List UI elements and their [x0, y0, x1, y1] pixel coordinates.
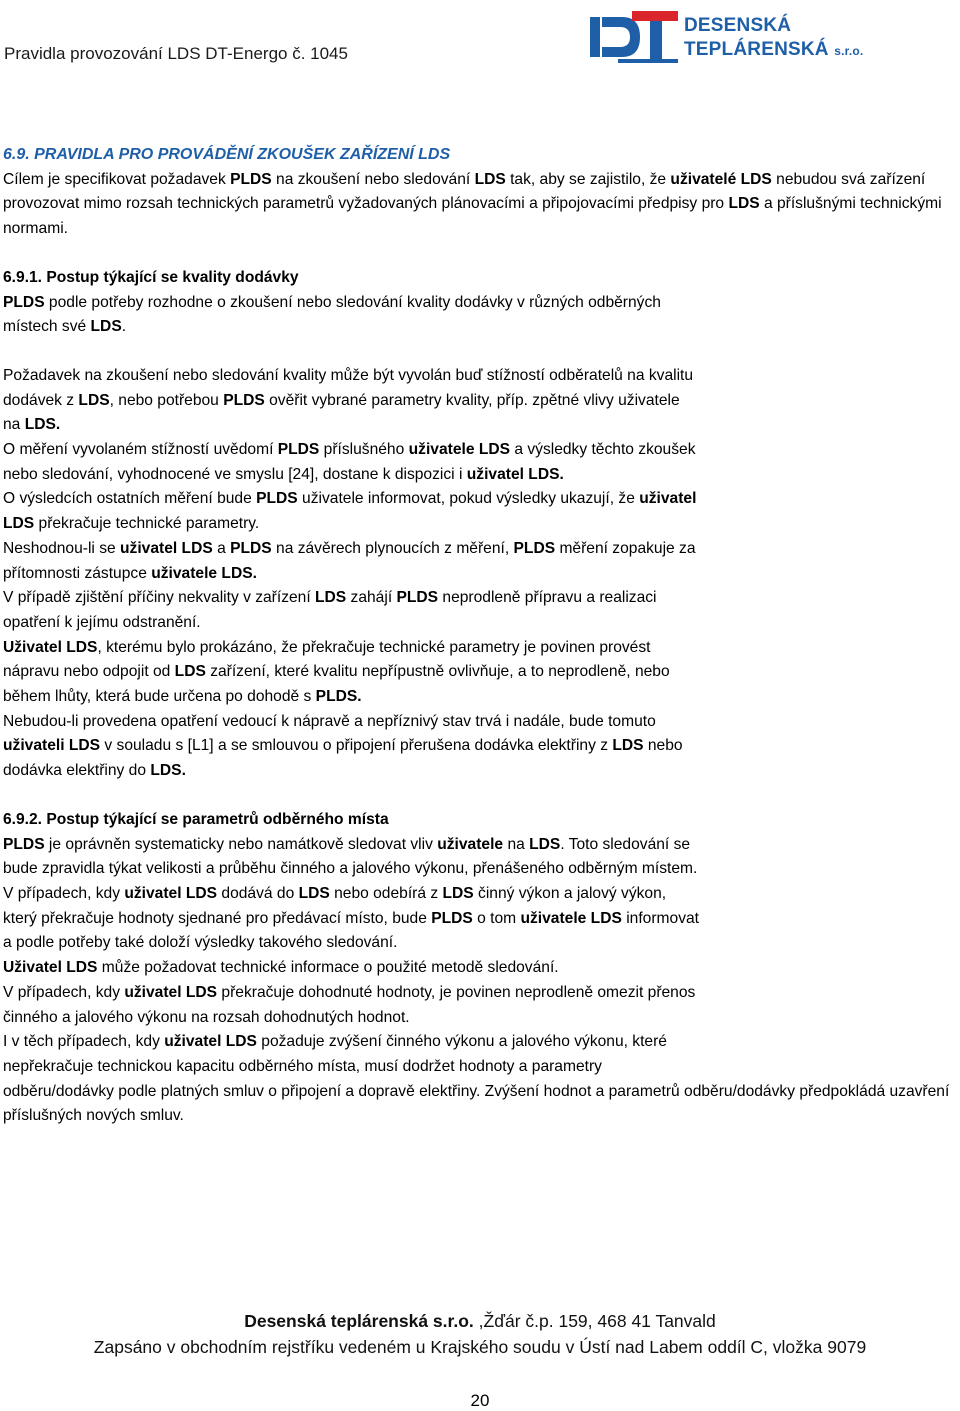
text-run: a příslušnými technickými normami. [3, 195, 942, 238]
paragraph [3, 1030, 960, 1129]
text-run: je oprávněn systematicky nebo namátkově sledovat vliv [44, 835, 438, 853]
document-title: Pravidla provozování LDS DT-Energo č. 1045 [4, 44, 348, 63]
bold-term: uživatel LDS [124, 983, 218, 1001]
text-run: , kterému bylo prokázáno, že překračuje technické parametry je povinen provést [97, 638, 651, 656]
bold-term: PLDS [256, 490, 298, 508]
text-run: V případě zjištění příčiny nekvality v zařízení [3, 589, 316, 607]
text-run: podle potřeby rozhodne o zkoušení nebo sledování kvality dodávky v různých odběrných [44, 293, 661, 311]
text-run: na zkoušení nebo sledování [271, 170, 475, 188]
bold-term: LDS [174, 663, 206, 681]
bold-term: uživatel [639, 490, 697, 508]
text-run: na [503, 835, 530, 853]
section-intro [3, 168, 960, 242]
text-run: uživatele informovat, pokud výsledky ukazují, že [297, 490, 640, 508]
bold-term: LDS [3, 515, 35, 533]
bold-term: LDS [78, 391, 110, 409]
footer-address: ,Žďár č.p. 159, 468 41 Tanvald [478, 1311, 716, 1331]
bold-term: uživatele LDS [408, 441, 511, 459]
bold-term: Uživatel LDS [3, 959, 98, 977]
paragraph [3, 586, 960, 635]
text-run: na závěrech plynoucích z měření, [271, 539, 514, 557]
bold-term: uživatele [437, 835, 504, 853]
bold-term: LDS [90, 318, 122, 336]
text-run: zahájí [346, 589, 397, 607]
text-run: nebo [643, 737, 683, 755]
paragraph [3, 710, 960, 784]
text-run: V případech, kdy [3, 983, 125, 1001]
bold-term: LDS. [24, 416, 61, 434]
text-run: a výsledky těchto zkoušek [510, 441, 696, 459]
paragraph [3, 537, 960, 586]
paragraph [3, 636, 960, 710]
footer-registry: Zapsáno v obchodním rejstříku vedeném u Krajského soudu v Ústí nad Labem oddíl C, vložka 9079 [93, 1337, 867, 1357]
text-run: na [3, 416, 25, 434]
logo-mark-icon [588, 5, 684, 65]
text-run: Požadavek na zkoušení nebo sledování kvality může být vyvolán buď stížností odběratelů na kvalitu [3, 366, 694, 384]
bold-term: uživateli LDS [3, 737, 101, 755]
text-run: během lhůty, která bude určena po dohodě s [3, 688, 316, 706]
text-run: nepřekračuje technickou kapacitu odběrného místa, musí dodržet hodnoty a parametry [3, 1057, 602, 1075]
text-run: V případech, kdy [3, 884, 125, 902]
bold-term: PLDS [277, 441, 320, 459]
text-run: a [212, 539, 231, 557]
text-run: ověřit vybrané parametry kvality, příp. zpětné vlivy uživatele [264, 391, 680, 409]
subsection-2-body [3, 833, 960, 1129]
subsection-2-heading: 6.9.2. Postup týkající se parametrů odběrného místa [3, 810, 389, 828]
text-run: nebudou svá zařízení provozovat mimo rozsah technických parametrů vyžadovaných plánovacími a připojovacími předpisy pro [3, 170, 926, 213]
text-run: požaduje zvýšení činného výkonu a jalového výkonu, které [256, 1033, 667, 1051]
bold-term: PLDS [230, 539, 272, 557]
text-run: , nebo potřebou [109, 391, 224, 409]
text-run: neprodleně přípravu a realizaci [438, 589, 657, 607]
bold-term: LDS [442, 884, 474, 902]
page-number: 20 [470, 1391, 490, 1410]
text-run: dodávek z [3, 391, 79, 409]
bold-term: uživatel LDS [124, 884, 218, 902]
text-run: činného a jalového výkonu na rozsah dohodnutých hodnot. [3, 1008, 410, 1026]
bold-term: LDS [728, 195, 760, 213]
bold-term: uživatelé LDS [670, 170, 772, 188]
bold-term: uživatel LDS [164, 1033, 257, 1051]
bold-term: PLDS [396, 589, 439, 607]
paragraph [3, 438, 960, 487]
bold-term: uživatel LDS. [466, 465, 564, 483]
text-run: Neshodnou-li se [3, 539, 121, 557]
paragraph [3, 981, 960, 1030]
text-run: místech své [3, 318, 91, 336]
text-run: Cílem je specifikovat požadavek [3, 170, 231, 188]
text-run: informovat [621, 909, 700, 927]
footer-address-line [0, 1311, 960, 1332]
bold-term: PLDS [223, 391, 265, 409]
bold-term: Uživatel LDS [3, 638, 98, 656]
text-run: a podle potřeby také doloží výsledky takového sledování. [3, 934, 398, 952]
company-logo [588, 5, 864, 65]
text-run: příslušného [319, 441, 409, 459]
text-run: přítomnosti zástupce [3, 564, 152, 582]
text-run: . [121, 318, 127, 336]
paragraph [3, 364, 960, 438]
text-run: bude zpravidla týkat velikosti a průběhu činného a jalového výkonu, přenášeného odběrným místem. [3, 860, 698, 878]
logo-text-line2: TEPLÁRENSKÁ s.r.o. [684, 39, 864, 60]
bold-term: LDS [612, 737, 644, 755]
paragraph [3, 882, 960, 956]
text-run: tak, aby se zajistilo, že [505, 170, 671, 188]
bold-term: PLDS [513, 539, 556, 557]
text-run: v souladu s [L1] a se smlouvou o připojení přerušena dodávka elektřiny z [100, 737, 613, 755]
paragraph [3, 833, 960, 882]
text-run: měření zopakuje za [555, 539, 696, 557]
text-run: překračuje technické parametry. [34, 515, 260, 533]
section-heading: 6.9. PRAVIDLA PRO PROVÁDĚNÍ ZKOUŠEK ZAŘÍZENÍ LDS [3, 146, 451, 163]
bold-term: uživatele LDS. [151, 564, 257, 582]
subsection-1-heading: 6.9.1. Postup týkající se kvality dodávky [3, 268, 299, 286]
paragraph [3, 168, 960, 242]
text-run: O měření vyvolaném stížností uvědomí [3, 441, 278, 459]
text-run: překračuje dohodnuté hodnoty, je povinen neprodleně omezit přenos [217, 983, 696, 1001]
text-run: opatření k jejímu odstranění. [3, 613, 201, 631]
bold-term: LDS [529, 835, 561, 853]
text-run: Nebudou-li provedena opatření vedoucí k nápravě a nepříznivý stav trvá i nadále, bude tomuto [3, 712, 656, 730]
bold-term: LDS [474, 170, 506, 188]
bold-term: PLDS. [315, 688, 362, 706]
paragraph [3, 487, 960, 536]
bold-term: PLDS [3, 835, 45, 853]
text-run: odběru/dodávky podle platných smluv o připojení a dopravě elektřiny. Zvýšení hodnot a parametrů odběru/dodávky předpokládá uzavření příslušných nových smluv. [3, 1082, 950, 1125]
text-run: O výsledcích ostatních měření bude [3, 490, 257, 508]
text-run: o tom [472, 909, 521, 927]
logo-text-line1: DESENSKÁ [684, 15, 792, 36]
subsection-1-body [3, 291, 960, 784]
bold-term: uživatel LDS [120, 539, 213, 557]
paragraph [3, 956, 960, 981]
footer-company: Desenská teplárenská s.r.o. [244, 1311, 474, 1331]
text-run: nebo odebírá z [329, 884, 443, 902]
text-run: dodává do [217, 884, 299, 902]
bold-term: LDS [298, 884, 330, 902]
text-run: zařízení, které kvalitu nepřípustně ovlivňuje, a to neprodleně, nebo [205, 663, 670, 681]
bold-term: uživatele LDS [520, 909, 622, 927]
text-run: který překračuje hodnoty sjednané pro předávací místo, bude [3, 909, 432, 927]
text-run: nebo sledování, vyhodnocené ve smyslu [24], dostane k dispozici i [3, 465, 467, 483]
bold-term: PLDS [431, 909, 473, 927]
text-run: může požadovat technické informace o použité metodě sledování. [97, 959, 559, 977]
text-run: . Toto sledování se [560, 835, 691, 853]
paragraph [3, 291, 960, 340]
text-run: dodávka elektřiny do [3, 762, 151, 780]
text-run: I v těch případech, kdy [3, 1033, 165, 1051]
bold-term: PLDS [3, 293, 45, 311]
document-body [3, 143, 960, 1129]
bold-term: PLDS [230, 170, 272, 188]
text-run: činný výkon a jalový výkon, [473, 884, 667, 902]
bold-term: LDS. [150, 762, 186, 780]
text-run: nápravu nebo odpojit od [3, 663, 175, 681]
bold-term: LDS [315, 589, 347, 607]
